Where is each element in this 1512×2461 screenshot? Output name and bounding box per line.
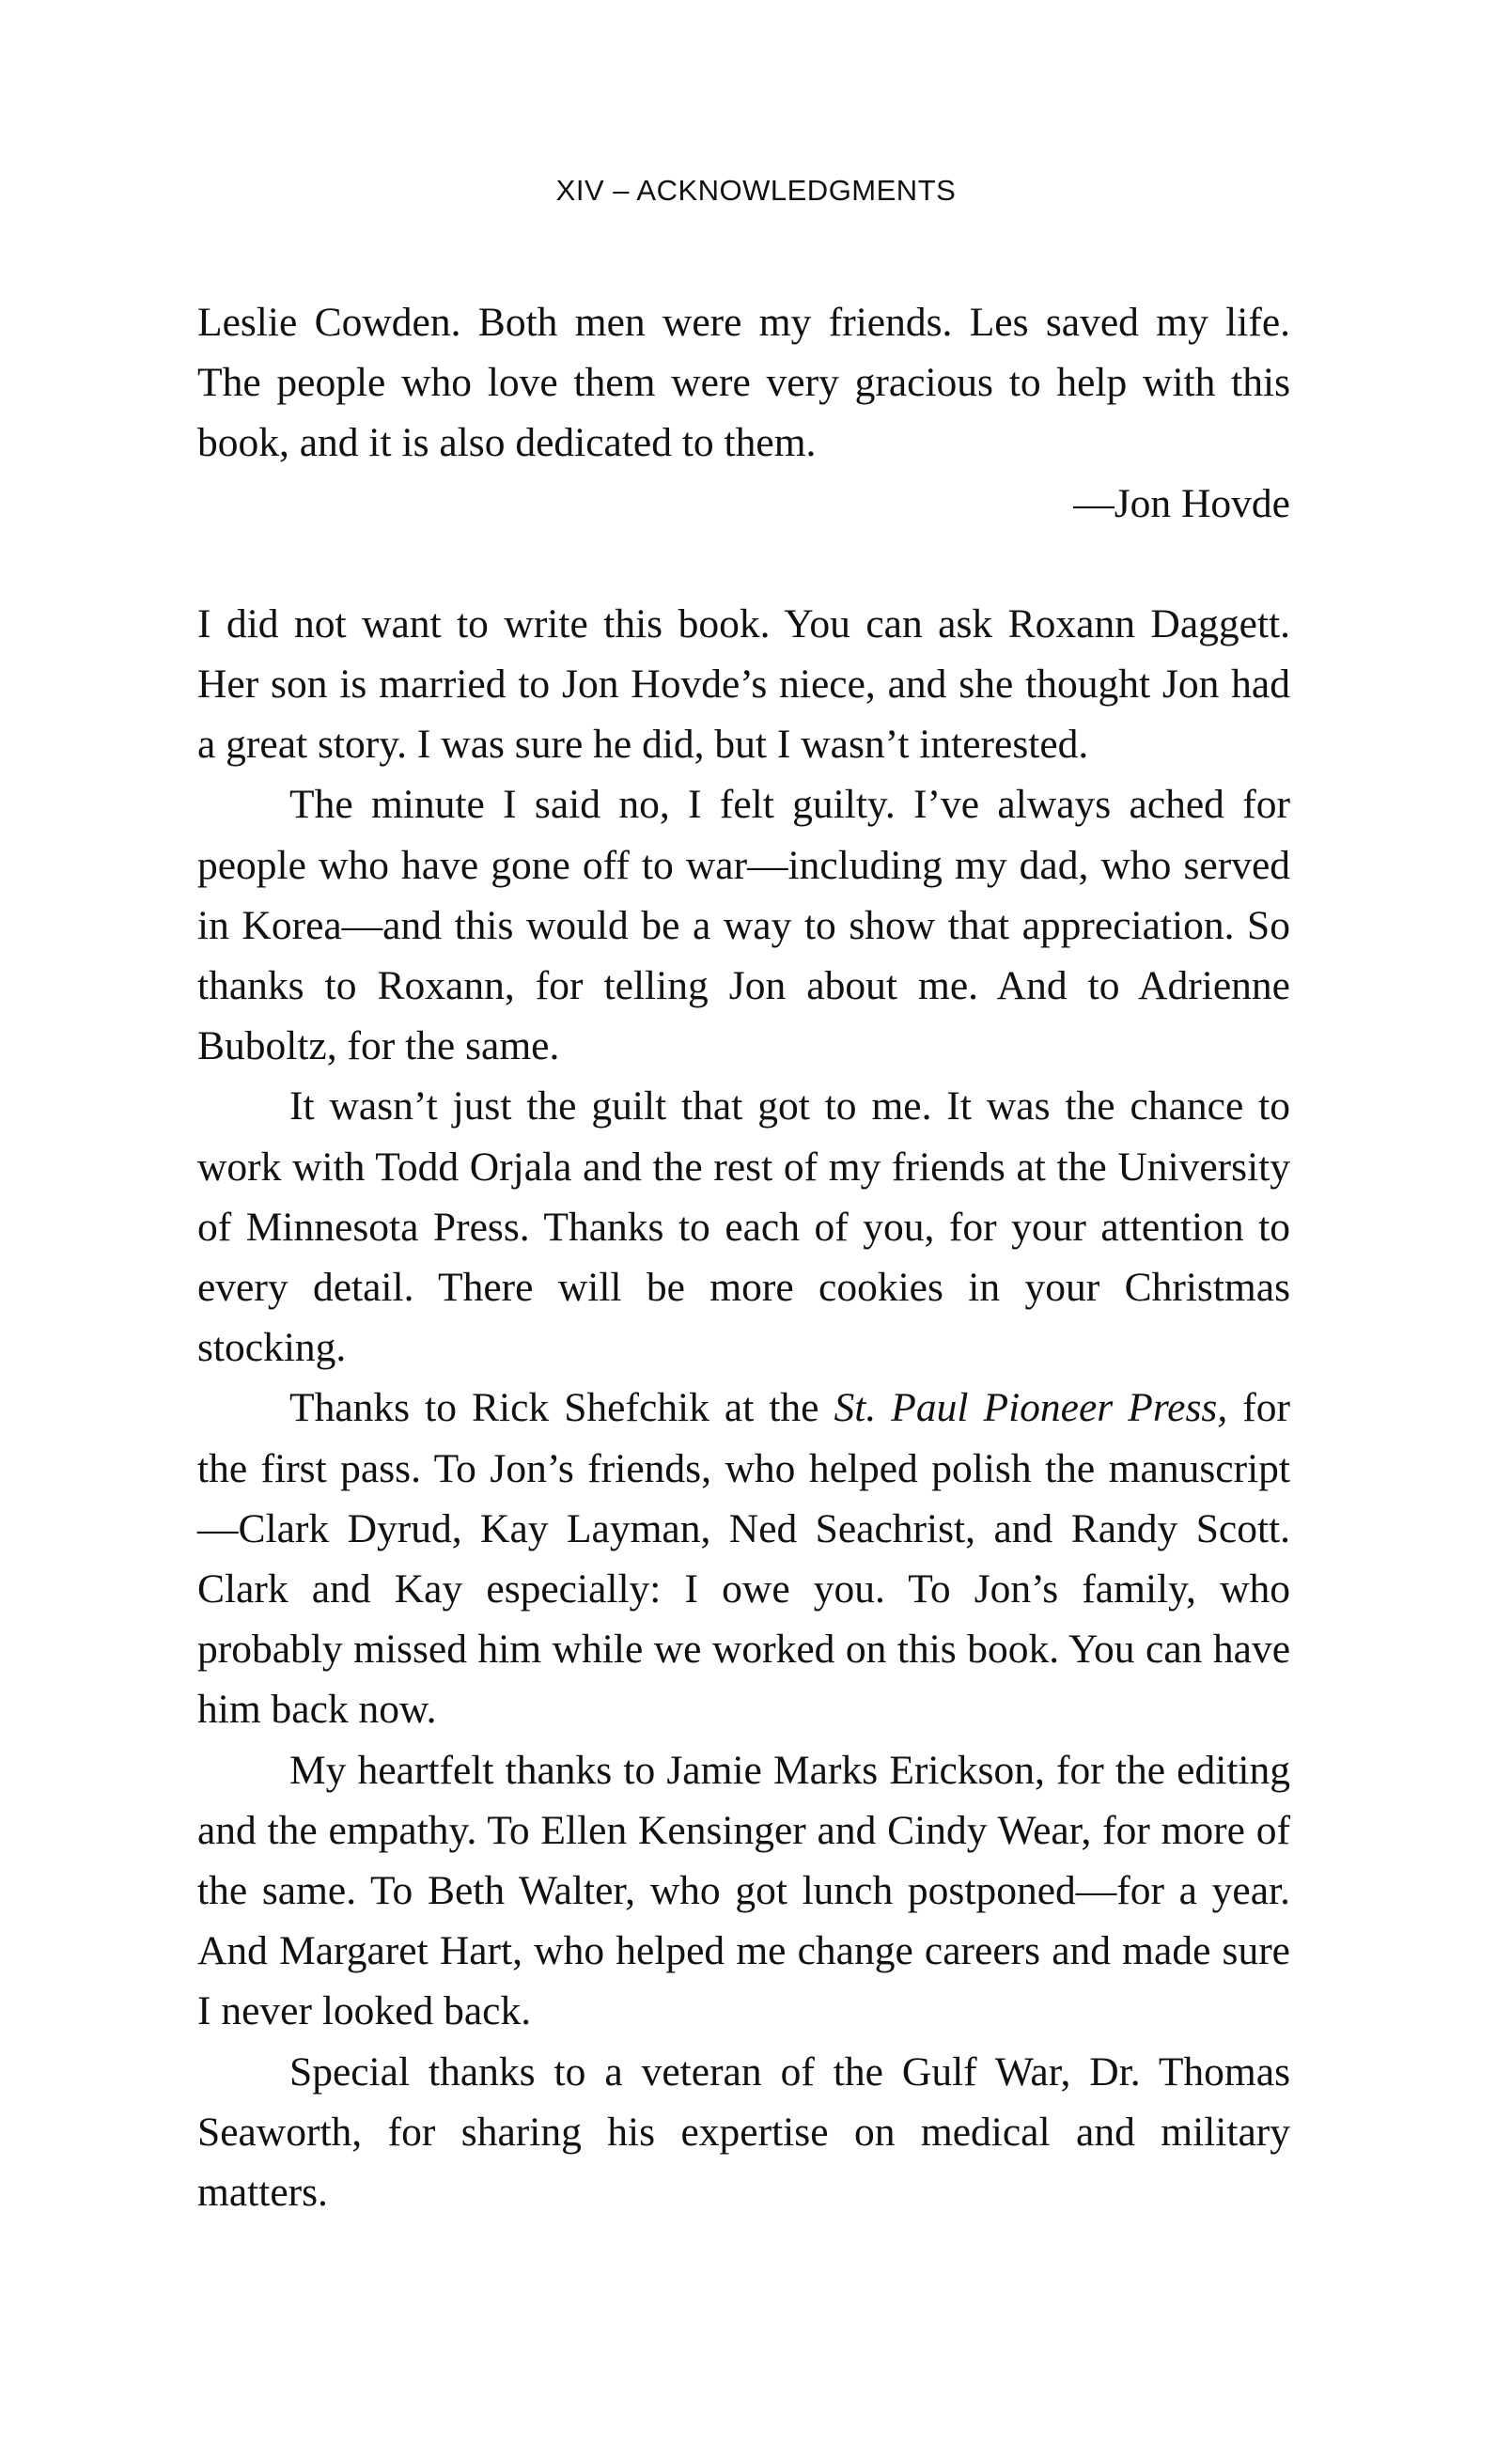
paragraph-2: The minute I said no, I felt guilty. I’ve always ached for people who have gone off to war—including my dad, who served in Korea—and this would be a way to show that appreciation. So thanks to Roxann, for telling Jon about me. And to Adrienne Buboltz, for the same.: [197, 782, 1290, 1069]
running-head: XIV – ACKNOWLEDGMENTS: [555, 174, 957, 207]
paragraph-dedication: Leslie Cowden. Both men were my friends. Les saved my life. The people who love them were very gracious to help with this book, and it is also dedicated to them.: [197, 300, 1290, 466]
signature-jon-hovde: —Jon Hovde: [1073, 480, 1290, 526]
paragraph-4: [197, 1378, 1290, 1739]
paragraph-4-start: Thanks to Rick Shefchik at the: [289, 1385, 834, 1431]
section-gap: [197, 534, 1290, 594]
paragraph-1: I did not want to write this book. You can ask Roxann Daggett. Her son is married to Jon Hovde’s niece, and she thought Jon had a great story. I was sure he did, but I wasn’t interested.: [197, 600, 1290, 768]
paragraph-4-end: for the first pass. To Jon’s friends, who helped polish the manuscript—Clark Dyrud, Kay Layman, Ned Seachrist, and Randy Scott. Clark and Kay especially: I owe you. To Jon’s family, who probably missed him while we worked on this book. You can have him back now.: [197, 1385, 1290, 1733]
newspaper-title: St. Paul Pioneer Press,: [834, 1385, 1228, 1431]
paragraph-6: Special thanks to a veteran of the Gulf War, Dr. Thomas Seaworth, for sharing his expertise on medical and military matters.: [197, 2048, 1290, 2216]
acknowledgments-text: [197, 292, 1290, 2222]
paragraph-5: My heartfelt thanks to Jamie Marks Erickson, for the editing and the empathy. To Ellen Kensinger and Cindy Wear, for more of the same. To Beth Walter, who got lunch postponed—for a year. And Margaret Hart, who helped me change careers and made sure I never looked back.: [197, 1747, 1290, 2034]
paragraph-3: It wasn’t just the guilt that got to me. It was the chance to work with Todd Orjala and the rest of my friends at the University of Minnesota Press. Thanks to each of you, for your attention to every detail. There will be more cookies in your Christmas stocking.: [197, 1083, 1290, 1371]
